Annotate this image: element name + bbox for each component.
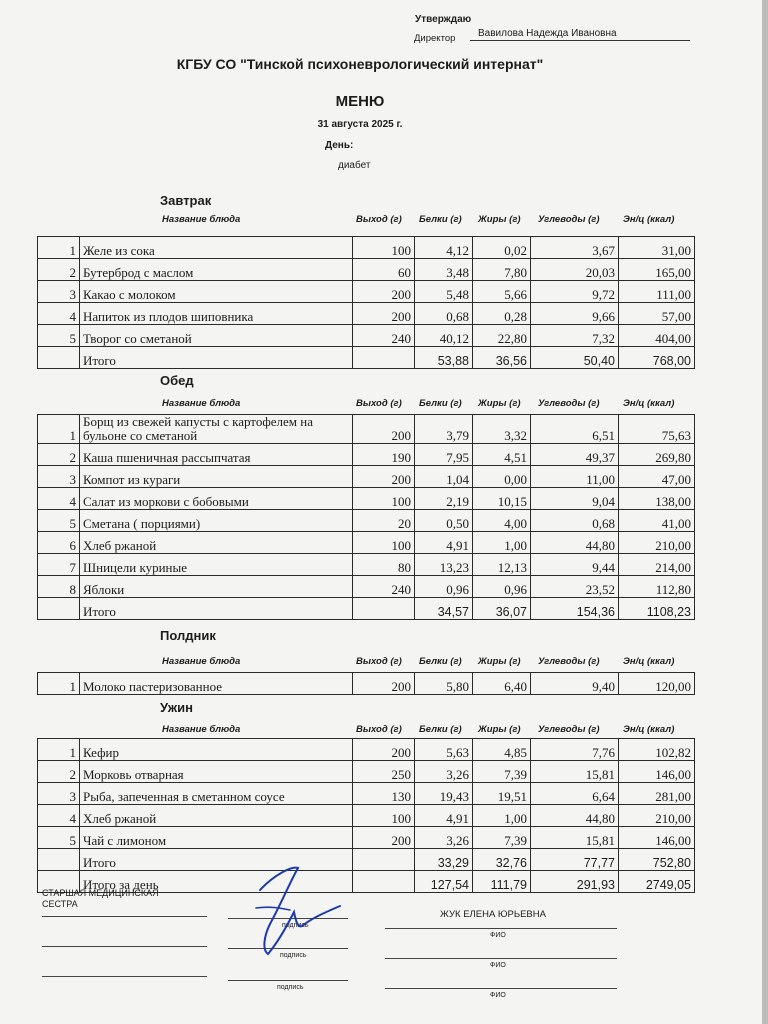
energy-value: 112,80 xyxy=(619,576,695,598)
header-name: Название блюда xyxy=(162,656,241,667)
energy-value: 31,00 xyxy=(619,237,695,259)
table-row xyxy=(38,237,695,259)
header-protein: Белки (г) xyxy=(419,214,462,225)
carbs-value: 9,66 xyxy=(531,303,619,325)
fat-value: 7,39 xyxy=(473,827,531,849)
snack-table xyxy=(37,672,695,695)
header-output: Выход (г) xyxy=(356,656,402,667)
total-label: Итого за день xyxy=(80,871,353,893)
header-energy: Эн/ц (ккал) xyxy=(623,656,675,667)
fat-value: 1,00 xyxy=(473,532,531,554)
protein-value: 3,26 xyxy=(415,827,473,849)
fio-line xyxy=(385,928,617,929)
row-number: 1 xyxy=(38,237,80,259)
header-fat: Жиры (г) xyxy=(478,214,521,225)
table-row xyxy=(38,303,695,325)
table-row xyxy=(38,576,695,598)
total-blank xyxy=(353,598,415,620)
protein-value: 0,96 xyxy=(415,576,473,598)
lunch-table xyxy=(37,414,695,620)
table-row xyxy=(38,827,695,849)
output-value: 200 xyxy=(353,827,415,849)
fio-line xyxy=(385,958,617,959)
section-snack-title: Полдник xyxy=(160,628,216,643)
nurse-name: ЖУК ЕЛЕНА ЮРЬЕВНА xyxy=(440,909,546,920)
header-fat: Жиры (г) xyxy=(478,724,521,735)
fat-value: 0,02 xyxy=(473,237,531,259)
row-number: 4 xyxy=(38,303,80,325)
lunch-header xyxy=(160,398,700,412)
header-carbs: Углеводы (г) xyxy=(538,398,600,409)
row-number: 3 xyxy=(38,281,80,303)
protein-value: 4,91 xyxy=(415,532,473,554)
dish-name: Кефир xyxy=(80,739,353,761)
carbs-value: 44,80 xyxy=(531,532,619,554)
dish-name: Бутерброд с маслом xyxy=(80,259,353,281)
total-carbs: 291,93 xyxy=(531,871,619,893)
approval-label: Утверждаю xyxy=(415,14,472,25)
dish-name: Творог со сметаной xyxy=(80,325,353,347)
dish-name: Яблоки xyxy=(80,576,353,598)
total-energy: 768,00 xyxy=(619,347,695,369)
header-name: Название блюда xyxy=(162,214,241,225)
output-value: 200 xyxy=(353,303,415,325)
day-value: диабет xyxy=(338,160,371,171)
dish-name: Компот из кураги xyxy=(80,466,353,488)
director-name: Вавилова Надежда Ивановна xyxy=(478,28,617,39)
fat-value: 6,40 xyxy=(473,673,531,695)
fat-value: 3,32 xyxy=(473,415,531,444)
fat-value: 0,96 xyxy=(473,576,531,598)
carbs-value: 7,32 xyxy=(531,325,619,347)
snack-header xyxy=(160,656,700,670)
row-number: 7 xyxy=(38,554,80,576)
total-blank xyxy=(353,849,415,871)
energy-value: 210,00 xyxy=(619,532,695,554)
carbs-value: 15,81 xyxy=(531,761,619,783)
energy-value: 214,00 xyxy=(619,554,695,576)
fat-value: 1,00 xyxy=(473,805,531,827)
table-row xyxy=(38,415,695,444)
fio-label: ФИО xyxy=(490,962,506,969)
director-label: Директор xyxy=(414,33,456,44)
output-value: 200 xyxy=(353,673,415,695)
dish-name: Напиток из плодов шиповника xyxy=(80,303,353,325)
dish-name: Какао с молоком xyxy=(80,281,353,303)
output-value: 240 xyxy=(353,576,415,598)
table-row xyxy=(38,259,695,281)
carbs-value: 9,72 xyxy=(531,281,619,303)
energy-value: 111,00 xyxy=(619,281,695,303)
total-blank xyxy=(353,347,415,369)
section-dinner-title: Ужин xyxy=(160,700,193,715)
table-row xyxy=(38,805,695,827)
energy-value: 120,00 xyxy=(619,673,695,695)
director-line xyxy=(470,40,690,41)
total-protein: 53,88 xyxy=(415,347,473,369)
total-blank xyxy=(38,598,80,620)
protein-value: 1,04 xyxy=(415,466,473,488)
fat-value: 0,28 xyxy=(473,303,531,325)
output-value: 100 xyxy=(353,488,415,510)
output-value: 100 xyxy=(353,805,415,827)
total-blank xyxy=(38,347,80,369)
fat-value: 22,80 xyxy=(473,325,531,347)
total-carbs: 77,77 xyxy=(531,849,619,871)
dish-name: Хлеб ржаной xyxy=(80,532,353,554)
output-value: 130 xyxy=(353,783,415,805)
energy-value: 269,80 xyxy=(619,444,695,466)
header-energy: Эн/ц (ккал) xyxy=(623,724,675,735)
row-number: 1 xyxy=(38,673,80,695)
section-breakfast-title: Завтрак xyxy=(160,193,212,208)
total-protein: 34,57 xyxy=(415,598,473,620)
protein-value: 4,12 xyxy=(415,237,473,259)
output-value: 80 xyxy=(353,554,415,576)
protein-value: 0,50 xyxy=(415,510,473,532)
total-label: Итого xyxy=(80,347,353,369)
protein-value: 19,43 xyxy=(415,783,473,805)
table-row xyxy=(38,510,695,532)
dish-name: Рыба, запеченная в сметанном соусе xyxy=(80,783,353,805)
fat-value: 12,13 xyxy=(473,554,531,576)
header-output: Выход (г) xyxy=(356,398,402,409)
total-protein: 33,29 xyxy=(415,849,473,871)
total-carbs: 50,40 xyxy=(531,347,619,369)
total-row xyxy=(38,849,695,871)
energy-value: 138,00 xyxy=(619,488,695,510)
carbs-value: 6,64 xyxy=(531,783,619,805)
total-protein: 127,54 xyxy=(415,871,473,893)
total-fat: 36,56 xyxy=(473,347,531,369)
output-value: 60 xyxy=(353,259,415,281)
row-number: 8 xyxy=(38,576,80,598)
fat-value: 7,80 xyxy=(473,259,531,281)
page-edge xyxy=(762,0,768,1024)
header-energy: Эн/ц (ккал) xyxy=(623,214,675,225)
output-value: 200 xyxy=(353,739,415,761)
table-row xyxy=(38,673,695,695)
fat-value: 10,15 xyxy=(473,488,531,510)
output-value: 250 xyxy=(353,761,415,783)
energy-value: 47,00 xyxy=(619,466,695,488)
dish-name: Молоко пастеризованное xyxy=(80,673,353,695)
row-number: 6 xyxy=(38,532,80,554)
protein-value: 40,12 xyxy=(415,325,473,347)
table-row xyxy=(38,554,695,576)
row-number: 3 xyxy=(38,783,80,805)
energy-value: 75,63 xyxy=(619,415,695,444)
section-lunch-title: Обед xyxy=(160,373,194,388)
output-value: 100 xyxy=(353,237,415,259)
header-carbs: Углеводы (г) xyxy=(538,214,600,225)
dinner-header xyxy=(160,724,700,738)
protein-value: 13,23 xyxy=(415,554,473,576)
dish-name: Чай с лимоном xyxy=(80,827,353,849)
table-row xyxy=(38,281,695,303)
table-row xyxy=(38,739,695,761)
energy-value: 165,00 xyxy=(619,259,695,281)
protein-value: 0,68 xyxy=(415,303,473,325)
header-energy: Эн/ц (ккал) xyxy=(623,398,675,409)
fat-value: 4,51 xyxy=(473,444,531,466)
output-value: 200 xyxy=(353,466,415,488)
total-blank xyxy=(353,871,415,893)
header-fat: Жиры (г) xyxy=(478,398,521,409)
carbs-value: 15,81 xyxy=(531,827,619,849)
breakfast-header xyxy=(160,214,700,228)
row-number: 2 xyxy=(38,761,80,783)
protein-value: 3,26 xyxy=(415,761,473,783)
protein-value: 3,48 xyxy=(415,259,473,281)
carbs-value: 7,76 xyxy=(531,739,619,761)
fat-value: 19,51 xyxy=(473,783,531,805)
carbs-value: 6,51 xyxy=(531,415,619,444)
header-output: Выход (г) xyxy=(356,724,402,735)
output-value: 240 xyxy=(353,325,415,347)
carbs-value: 11,00 xyxy=(531,466,619,488)
podpis-label: подпись xyxy=(282,922,309,929)
protein-value: 5,63 xyxy=(415,739,473,761)
header-protein: Белки (г) xyxy=(419,656,462,667)
dish-name: Хлеб ржаной xyxy=(80,805,353,827)
row-number: 1 xyxy=(38,739,80,761)
dish-name: Морковь отварная xyxy=(80,761,353,783)
signature-line xyxy=(42,976,207,977)
energy-value: 146,00 xyxy=(619,761,695,783)
dish-name: Каша пшеничная рассыпчатая xyxy=(80,444,353,466)
row-number: 5 xyxy=(38,510,80,532)
dish-name: Желе из сока xyxy=(80,237,353,259)
signature-line xyxy=(42,946,207,947)
fio-label: ФИО xyxy=(490,932,506,939)
day-label: День: xyxy=(325,140,354,151)
header-protein: Белки (г) xyxy=(419,724,462,735)
table-row xyxy=(38,325,695,347)
protein-value: 7,95 xyxy=(415,444,473,466)
total-energy: 2749,05 xyxy=(619,871,695,893)
header-fat: Жиры (г) xyxy=(478,656,521,667)
header-carbs: Углеводы (г) xyxy=(538,724,600,735)
podpis-label: подпись xyxy=(280,952,307,959)
row-number: 2 xyxy=(38,444,80,466)
podpis-label: подпись xyxy=(277,984,304,991)
dinner-table xyxy=(37,738,695,893)
carbs-value: 3,67 xyxy=(531,237,619,259)
carbs-value: 44,80 xyxy=(531,805,619,827)
carbs-value: 9,40 xyxy=(531,673,619,695)
total-blank xyxy=(38,849,80,871)
energy-value: 210,00 xyxy=(619,805,695,827)
total-fat: 32,76 xyxy=(473,849,531,871)
table-row xyxy=(38,761,695,783)
nurse-title: СТАРШАЯ МЕДИЦИНСКАЯ СЕСТРА xyxy=(42,888,159,909)
menu-date: 31 августа 2025 г. xyxy=(317,119,403,130)
fat-value: 4,00 xyxy=(473,510,531,532)
carbs-value: 0,68 xyxy=(531,510,619,532)
header-output: Выход (г) xyxy=(356,214,402,225)
signature-line xyxy=(42,916,207,917)
dish-name: Борщ из свежей капусты с картофелем на бульоне со сметаной xyxy=(80,415,353,444)
header-name: Название блюда xyxy=(162,398,241,409)
total-row xyxy=(38,347,695,369)
carbs-value: 9,04 xyxy=(531,488,619,510)
fat-value: 7,39 xyxy=(473,761,531,783)
fat-value: 5,66 xyxy=(473,281,531,303)
protein-value: 5,80 xyxy=(415,673,473,695)
total-energy: 1108,23 xyxy=(619,598,695,620)
carbs-value: 23,52 xyxy=(531,576,619,598)
total-energy: 752,80 xyxy=(619,849,695,871)
dish-name: Салат из моркови с бобовыми xyxy=(80,488,353,510)
row-number: 1 xyxy=(38,415,80,444)
total-label: Итого xyxy=(80,598,353,620)
energy-value: 404,00 xyxy=(619,325,695,347)
energy-value: 281,00 xyxy=(619,783,695,805)
breakfast-table xyxy=(37,236,695,369)
dish-name: Сметана ( порциями) xyxy=(80,510,353,532)
fio-line xyxy=(385,988,617,989)
row-number: 5 xyxy=(38,325,80,347)
output-value: 200 xyxy=(353,281,415,303)
fio-label: ФИО xyxy=(490,992,506,999)
energy-value: 146,00 xyxy=(619,827,695,849)
output-value: 200 xyxy=(353,415,415,444)
protein-value: 2,19 xyxy=(415,488,473,510)
row-number: 2 xyxy=(38,259,80,281)
table-row xyxy=(38,532,695,554)
table-row xyxy=(38,466,695,488)
total-carbs: 154,36 xyxy=(531,598,619,620)
header-carbs: Углеводы (г) xyxy=(538,656,600,667)
fat-value: 0,00 xyxy=(473,466,531,488)
table-row xyxy=(38,444,695,466)
total-fat: 111,79 xyxy=(473,871,531,893)
output-value: 20 xyxy=(353,510,415,532)
signature-line xyxy=(228,980,348,981)
protein-value: 3,79 xyxy=(415,415,473,444)
total-fat: 36,07 xyxy=(473,598,531,620)
protein-value: 5,48 xyxy=(415,281,473,303)
header-name: Название блюда xyxy=(162,724,241,735)
row-number: 3 xyxy=(38,466,80,488)
output-value: 190 xyxy=(353,444,415,466)
table-row xyxy=(38,783,695,805)
total-row xyxy=(38,598,695,620)
protein-value: 4,91 xyxy=(415,805,473,827)
row-number: 4 xyxy=(38,488,80,510)
header-protein: Белки (г) xyxy=(419,398,462,409)
page-title: МЕНЮ xyxy=(335,93,385,110)
handwritten-signature xyxy=(250,862,350,962)
row-number: 4 xyxy=(38,805,80,827)
output-value: 100 xyxy=(353,532,415,554)
fat-value: 4,85 xyxy=(473,739,531,761)
total-label: Итого xyxy=(80,849,353,871)
carbs-value: 9,44 xyxy=(531,554,619,576)
dish-name: Шницели куриные xyxy=(80,554,353,576)
carbs-value: 20,03 xyxy=(531,259,619,281)
energy-value: 41,00 xyxy=(619,510,695,532)
row-number: 5 xyxy=(38,827,80,849)
table-row xyxy=(38,488,695,510)
energy-value: 57,00 xyxy=(619,303,695,325)
organization-title: КГБУ СО "Тинской психоневрологический интернат" xyxy=(176,56,544,72)
energy-value: 102,82 xyxy=(619,739,695,761)
carbs-value: 49,37 xyxy=(531,444,619,466)
